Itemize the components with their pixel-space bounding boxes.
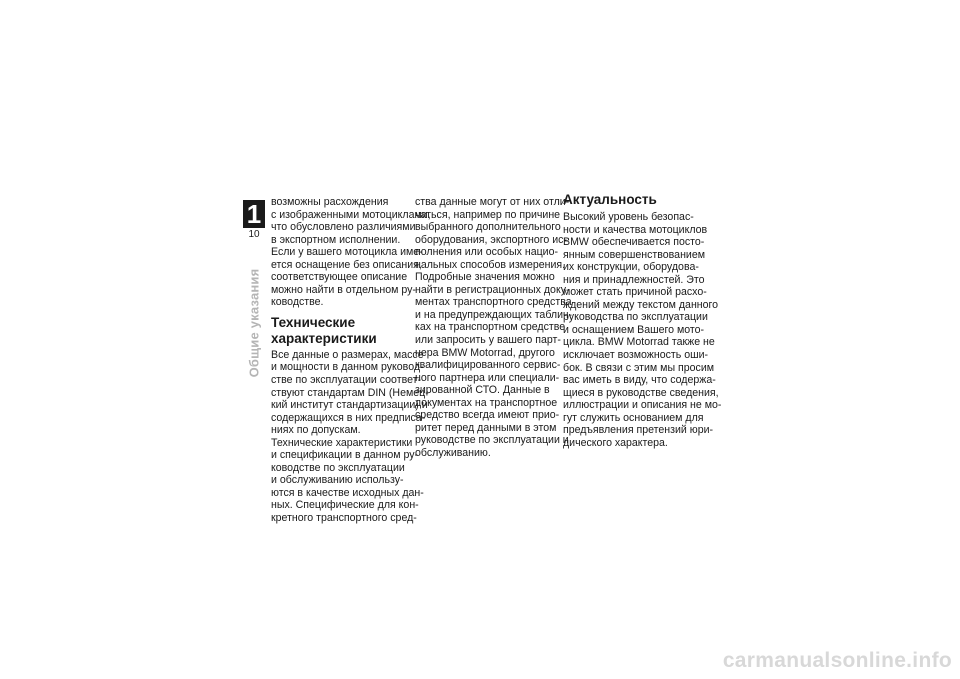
text-line: можно найти в отдельном ру-: [271, 283, 416, 296]
text-line: Если у вашего мотоцикла име-: [271, 246, 423, 259]
text-line: предъявления претензий юри-: [563, 424, 714, 437]
text-line: исключает возможность оши-: [563, 349, 709, 362]
text-line: и обслуживанию использу-: [271, 474, 404, 487]
text-line: что обусловлено различиями: [271, 221, 416, 234]
text-line: ного партнера или специали-: [415, 371, 560, 384]
text-line: кий институт стандартизации) и: [271, 399, 428, 412]
intro-paragraph: [271, 196, 431, 309]
text-line: ния и принадлежностей. Это: [563, 273, 705, 286]
text-line: ждений между текстом данного: [563, 298, 719, 311]
text-line: полнения или особых нацио-: [415, 246, 558, 259]
text-line: ководстве.: [271, 296, 324, 309]
text-line: ются в качестве исходных дан-: [271, 486, 424, 499]
text-line: обслуживанию.: [415, 446, 491, 459]
chapter-tab: [243, 200, 265, 241]
section-heading-actuality: Актуальность: [563, 192, 657, 207]
text-line: может стать причиной расхо-: [563, 286, 707, 299]
text-line: нера BMW Motorrad, другого: [415, 346, 555, 359]
text-column-2: [415, 196, 573, 459]
text-line: возможны расхождения: [271, 196, 389, 208]
text-line: их конструкции, оборудова-: [563, 261, 699, 274]
page-number: 10: [248, 229, 260, 240]
text-line: квалифицированного сервис-: [415, 359, 561, 372]
text-column-3: [563, 192, 722, 449]
text-line: в экспортном исполнении.: [271, 233, 401, 246]
text-line: вас иметь в виду, что содержа-: [563, 374, 716, 387]
text-line: соответствующее описание: [271, 271, 408, 284]
text-line: Подробные значения можно: [415, 271, 555, 284]
text-line: иллюстрации и описания не мо-: [563, 399, 722, 412]
text-line: руководства по эксплуатации: [563, 311, 708, 324]
text-line: и на предупреждающих таблич-: [415, 308, 573, 321]
text-line: цикла. BMW Motorrad также не: [563, 336, 715, 349]
text-line: Технические характеристики: [271, 436, 413, 449]
text-line: и оснащением Вашего мото-: [563, 323, 705, 336]
text-line: Все данные о размерах, массе: [271, 348, 424, 361]
section-heading-technical: [271, 315, 405, 347]
text-line: и мощности в данном руковод-: [271, 361, 424, 374]
text-line: оборудования, экспортного ис-: [415, 233, 567, 246]
text-line: с изображенными мотоциклами,: [271, 208, 431, 221]
text-line: чаться, например по причине: [415, 208, 561, 221]
heading-line: Технические: [271, 314, 356, 330]
text-line: бок. В связи с этим мы просим: [563, 361, 715, 374]
text-line: руководстве по эксплуатации и: [415, 434, 569, 447]
chapter-number: 1: [243, 200, 265, 228]
text-line: выбранного дополнительного: [415, 221, 561, 234]
text-line: ства данные могут от них отли-: [415, 196, 570, 208]
text-line: или запросить у вашего парт-: [415, 334, 561, 347]
text-line: и спецификации в данном ру-: [271, 449, 419, 462]
side-label-container: [243, 264, 265, 382]
text-line: ководстве по эксплуатации: [271, 461, 405, 474]
text-line: Высокий уровень безопас-: [563, 211, 694, 223]
text-line: содержащихся в них предписа-: [271, 411, 426, 424]
text-line: ниях по допускам.: [271, 424, 361, 437]
text-line: гут служить основанием для: [563, 411, 704, 424]
text-line: ности и качества мотоциклов: [563, 223, 708, 236]
text-line: найти в регистрационных доку-: [415, 283, 570, 296]
text-line: ствуют стандартам DIN (Немец-: [271, 386, 429, 399]
text-line: BMW обеспечивается посто-: [563, 236, 705, 249]
text-line: ется оснащение без описания,: [271, 258, 422, 271]
text-line: ментах транспортного средства: [415, 296, 572, 309]
text-line: ных. Специфические для кон-: [271, 499, 419, 512]
text-line: кретного транспортного сред-: [271, 512, 417, 525]
text-line: щиеся в руководстве сведения,: [563, 386, 719, 399]
text-line: документах на транспортное: [415, 396, 558, 409]
text-line: зированной СТО. Данные в: [415, 384, 550, 397]
text-line: дического характера.: [563, 436, 668, 449]
text-column-1: [271, 196, 431, 525]
text-line: янным совершенствованием: [563, 248, 706, 261]
text-line: средство всегда имеют прио-: [415, 409, 560, 422]
chapter-side-label: Общие указания: [246, 268, 262, 378]
watermark: carmanualsonline.info: [722, 649, 952, 672]
technical-paragraph: [271, 348, 429, 525]
text-line: нальных способов измерения.: [415, 258, 566, 271]
heading-line: характеристики: [271, 330, 377, 346]
text-line: ритет перед данными в этом: [415, 421, 557, 434]
text-line: ках на транспортном средстве: [415, 321, 566, 334]
text-line: стве по эксплуатации соответ-: [271, 374, 421, 387]
